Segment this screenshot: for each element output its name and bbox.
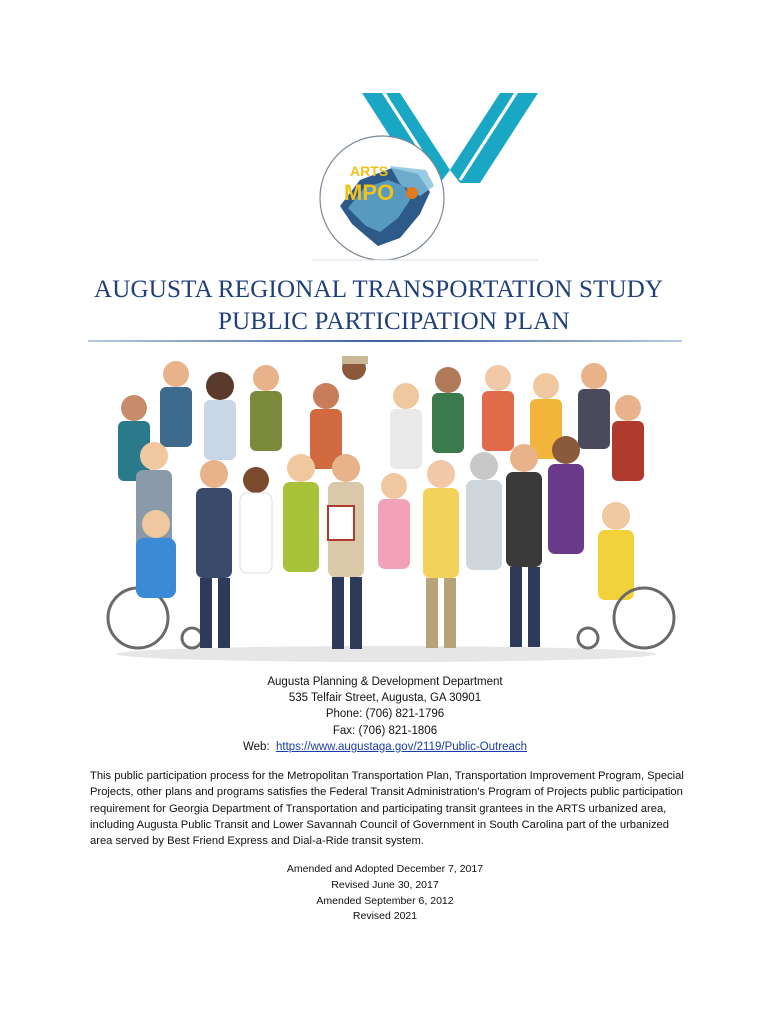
address: 535 Telfair Street, Augusta, GA 30901 — [288, 692, 482, 705]
contact-info — [0, 674, 770, 755]
document-title-line-2: PUBLIC PARTICIPATION PLAN — [218, 308, 570, 335]
date-line-2: Revised June 30, 2017 — [331, 878, 439, 891]
phone: Phone: (706) 821-1796 — [325, 708, 445, 721]
document-title-line-1: AUGUSTA REGIONAL TRANSPORTATION STUDY — [94, 276, 664, 303]
date-line-1: Amended and Adopted December 7, 2017 — [286, 863, 484, 875]
logo-graphic — [300, 88, 550, 263]
logo-text-top: ARTS — [350, 163, 389, 179]
date-line-4: Revised 2021 — [352, 910, 418, 923]
fax: Fax: (706) 821-1806 — [332, 724, 438, 737]
diverse-people-illustration — [96, 356, 676, 664]
title-divider — [88, 340, 682, 342]
date-line-3: Amended September 6, 2012 — [316, 894, 454, 907]
department-name: Augusta Planning & Development Department — [267, 676, 503, 688]
revision-dates — [0, 862, 770, 925]
web-link[interactable]: https://www.augustaga.gov/2119/Public-Outreach — [276, 740, 528, 753]
web-line — [0, 739, 770, 755]
description-paragraph: This public participation process for the Metropolitan Transportation Plan, Transportation Improvement Program, Special Projects, other plans and programs satisfies the Federal Transit Administration's Program of Projects public participation requirement for Georgia Department of Transportation and participating transit grantees in the ARTS urbanized area, including Augusta Public Transit and Lower Savannah Council of Government in South Carolina part of the urbanized area served by Best Friend Express and Dial-a-Ride transit system. — [90, 770, 684, 848]
logo-text-main: MPO — [344, 180, 395, 205]
arts-mpo-logo — [300, 88, 550, 263]
crowd-illustration — [96, 356, 676, 664]
web-label: Web: — [242, 740, 270, 753]
